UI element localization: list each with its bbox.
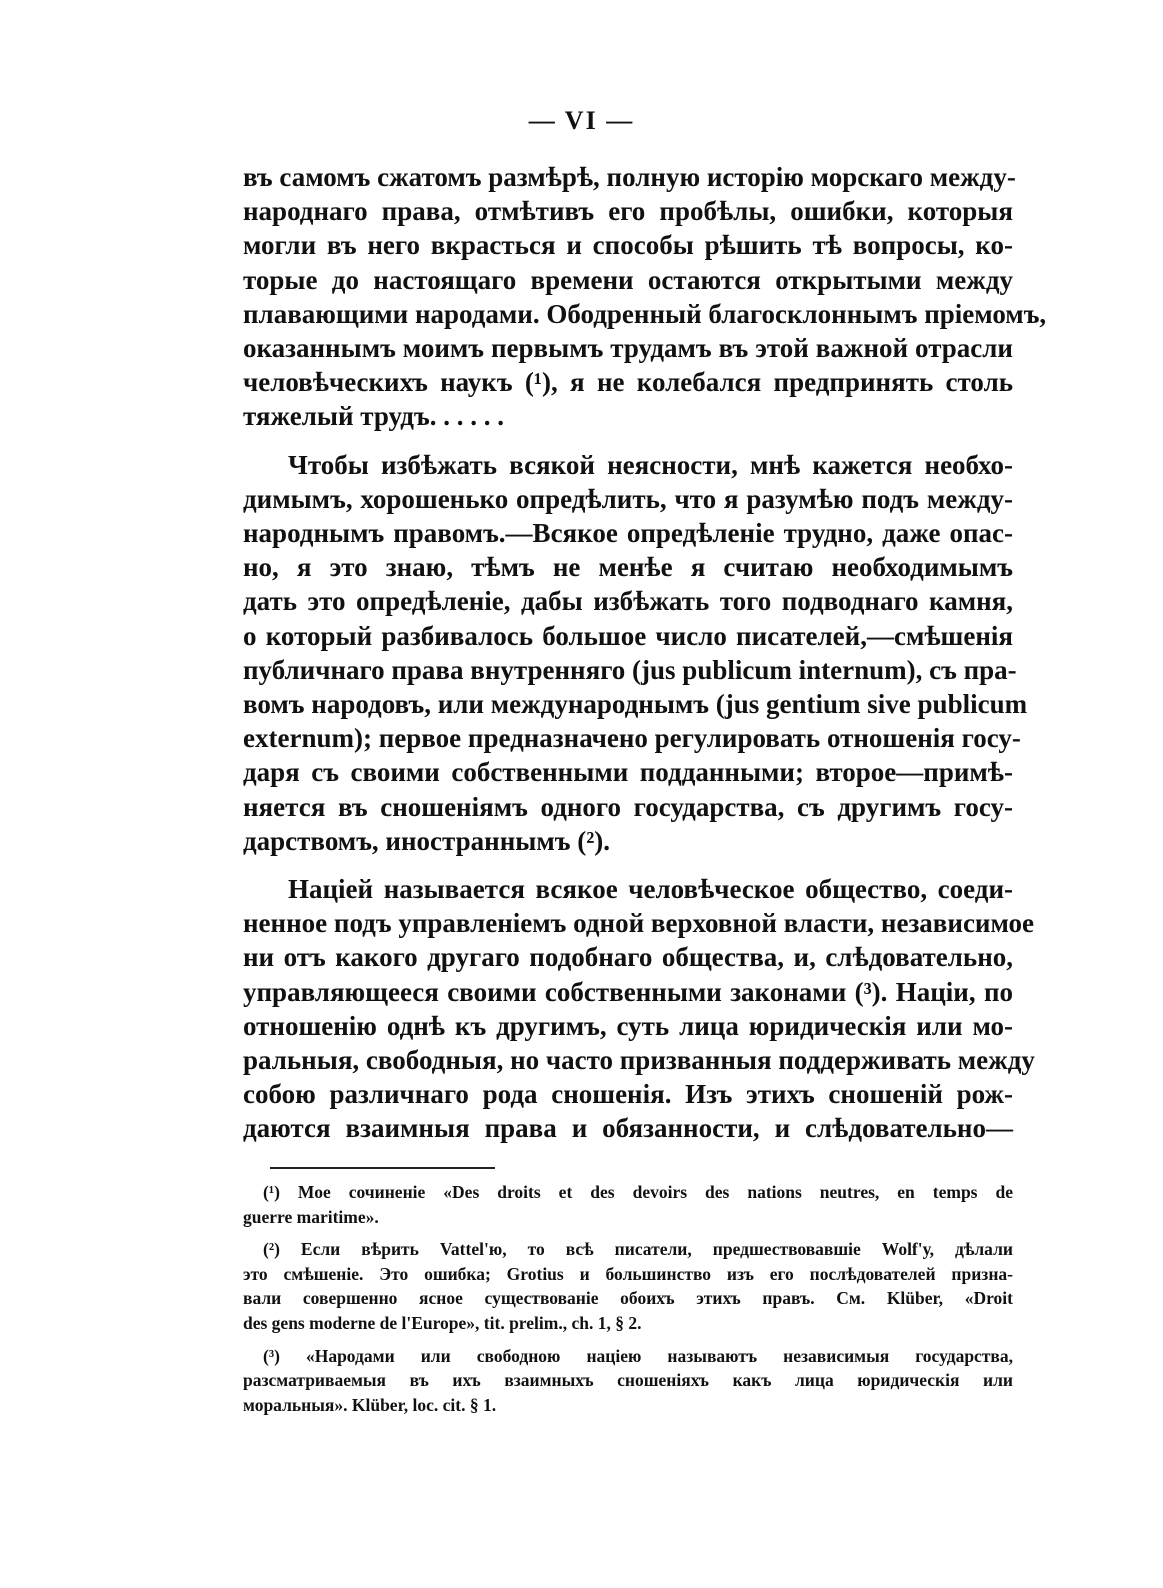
text-line: оказаннымъ моимъ первымъ трудамъ въ этой важной отрасли [243, 333, 1013, 364]
paragraph-3 [243, 872, 1035, 1146]
footnote-line: это смѣшеніе. Это ошибка; Grotius и большинство изъ его послѣдователей призна- [243, 1263, 1013, 1284]
text-line: дарствомъ, иностраннымъ (²). [243, 825, 611, 856]
footnote-line: моральныя». Klüber, loc. cit. § 1. [243, 1394, 497, 1415]
footnote-1 [243, 1180, 1013, 1229]
page-number: — VI — [528, 106, 635, 135]
footnote-line: guerre maritime». [243, 1206, 379, 1227]
text-line: вомъ народовъ, или международнымъ (jus gentium sive publicum [243, 689, 1028, 720]
text-line: димымъ, хорошенько опредѣлить, что я разумѣю подъ между- [243, 483, 1013, 514]
footnote-line: вали совершенно ясное существованіе обоихъ этихъ правъ. См. Klüber, «Droit [243, 1288, 1013, 1309]
footnotes [243, 1180, 1013, 1425]
text-line: торые до настоящаго времени остаются открытыми между [243, 264, 1013, 295]
text-line: но, я это знаю, тѣмъ не менѣе я считаю необходимымъ [243, 552, 1013, 583]
text-line: плавающими народами. Ободренный благосклоннымъ пріемомъ, [243, 298, 1047, 329]
footnote-2 [243, 1237, 1013, 1335]
text-line: собою различнаго рода сношенія. Изъ этихъ сношеній рож- [243, 1079, 1013, 1110]
text-line: могли въ него вкрасться и способы рѣшить тѣ вопросы, ко- [243, 230, 1013, 261]
footnote-divider [270, 1167, 495, 1169]
text-line: externum); первое предназначено регулировать отношенія госу- [243, 723, 1021, 754]
text-line: человѣческихъ наукъ (¹), я не колебался предпринять столь [243, 367, 1013, 398]
text-line: ни отъ какого другаго подобнаго общества, и, слѣдовательно, [243, 942, 1013, 973]
footnote-line: (³) «Народами или свободною націею называютъ независимыя государства, [263, 1345, 1013, 1366]
text-line: Чтобы избѣжать всякой неясности, мнѣ кажется необхо- [288, 449, 1013, 480]
paragraph-1 [243, 160, 1047, 434]
footnote-line: разсматриваемыя въ ихъ взаимныхъ сношеніяхъ какъ лица юридическія или [243, 1370, 1013, 1391]
paragraph-2 [243, 448, 1028, 858]
text-line: публичнаго права внутренняго (jus publicum internum), съ пра- [243, 654, 1017, 685]
text-line: даются взаимныя права и обязанности, и слѣдовательно— [243, 1113, 1013, 1144]
text-line: народнымъ правомъ.—Всякое опредѣленіе трудно, даже опас- [243, 518, 1013, 549]
footnote-line: des gens moderne de l'Europe», tit. prelim., ch. 1, § 2. [243, 1312, 642, 1333]
text-line: управляющееся своими собственными законами (³). Націи, по [243, 976, 1013, 1007]
text-line: тяжелый трудъ. . . . . . [243, 401, 504, 432]
body-text [243, 160, 1047, 1146]
text-line: ральныя, свободныя, но часто призванныя поддерживать между [243, 1045, 1035, 1076]
text-line: дать это опредѣленіе, дабы избѣжать того подводнаго камня, [243, 586, 1013, 617]
footnote-line: (²) Если вѣрить Vattel'ю, то всѣ писатели, предшествовавшіе Wolf'у, дѣлали [263, 1239, 1013, 1260]
text-line: народнаго права, отмѣтивъ его пробѣлы, ошибки, которыя [243, 196, 1013, 227]
text-line: няется въ сношеніямъ одного государства, съ другимъ госу- [243, 791, 1013, 822]
text-line: о который разбивалось большое число писателей,—смѣшенія [243, 620, 1013, 651]
footnote-line: (¹) Мое сочиненіе «Des droits et des devoirs des nations neutres, en temps de [263, 1182, 1013, 1202]
text-line: отношенію однѣ къ другимъ, суть лица юридическія или мо- [243, 1010, 1013, 1041]
text-line: даря съ своими собственными подданными; второе—примѣ- [243, 757, 1013, 788]
text-line: Націей называется всякое человѣческое общество, соеди- [288, 874, 1013, 905]
text-line: ненное подъ управленіемъ одной верховной власти, независимое [243, 908, 1035, 939]
footnote-3 [243, 1344, 1013, 1418]
text-line: въ самомъ сжатомъ размѣрѣ, полную исторію морскаго между- [243, 162, 1016, 192]
